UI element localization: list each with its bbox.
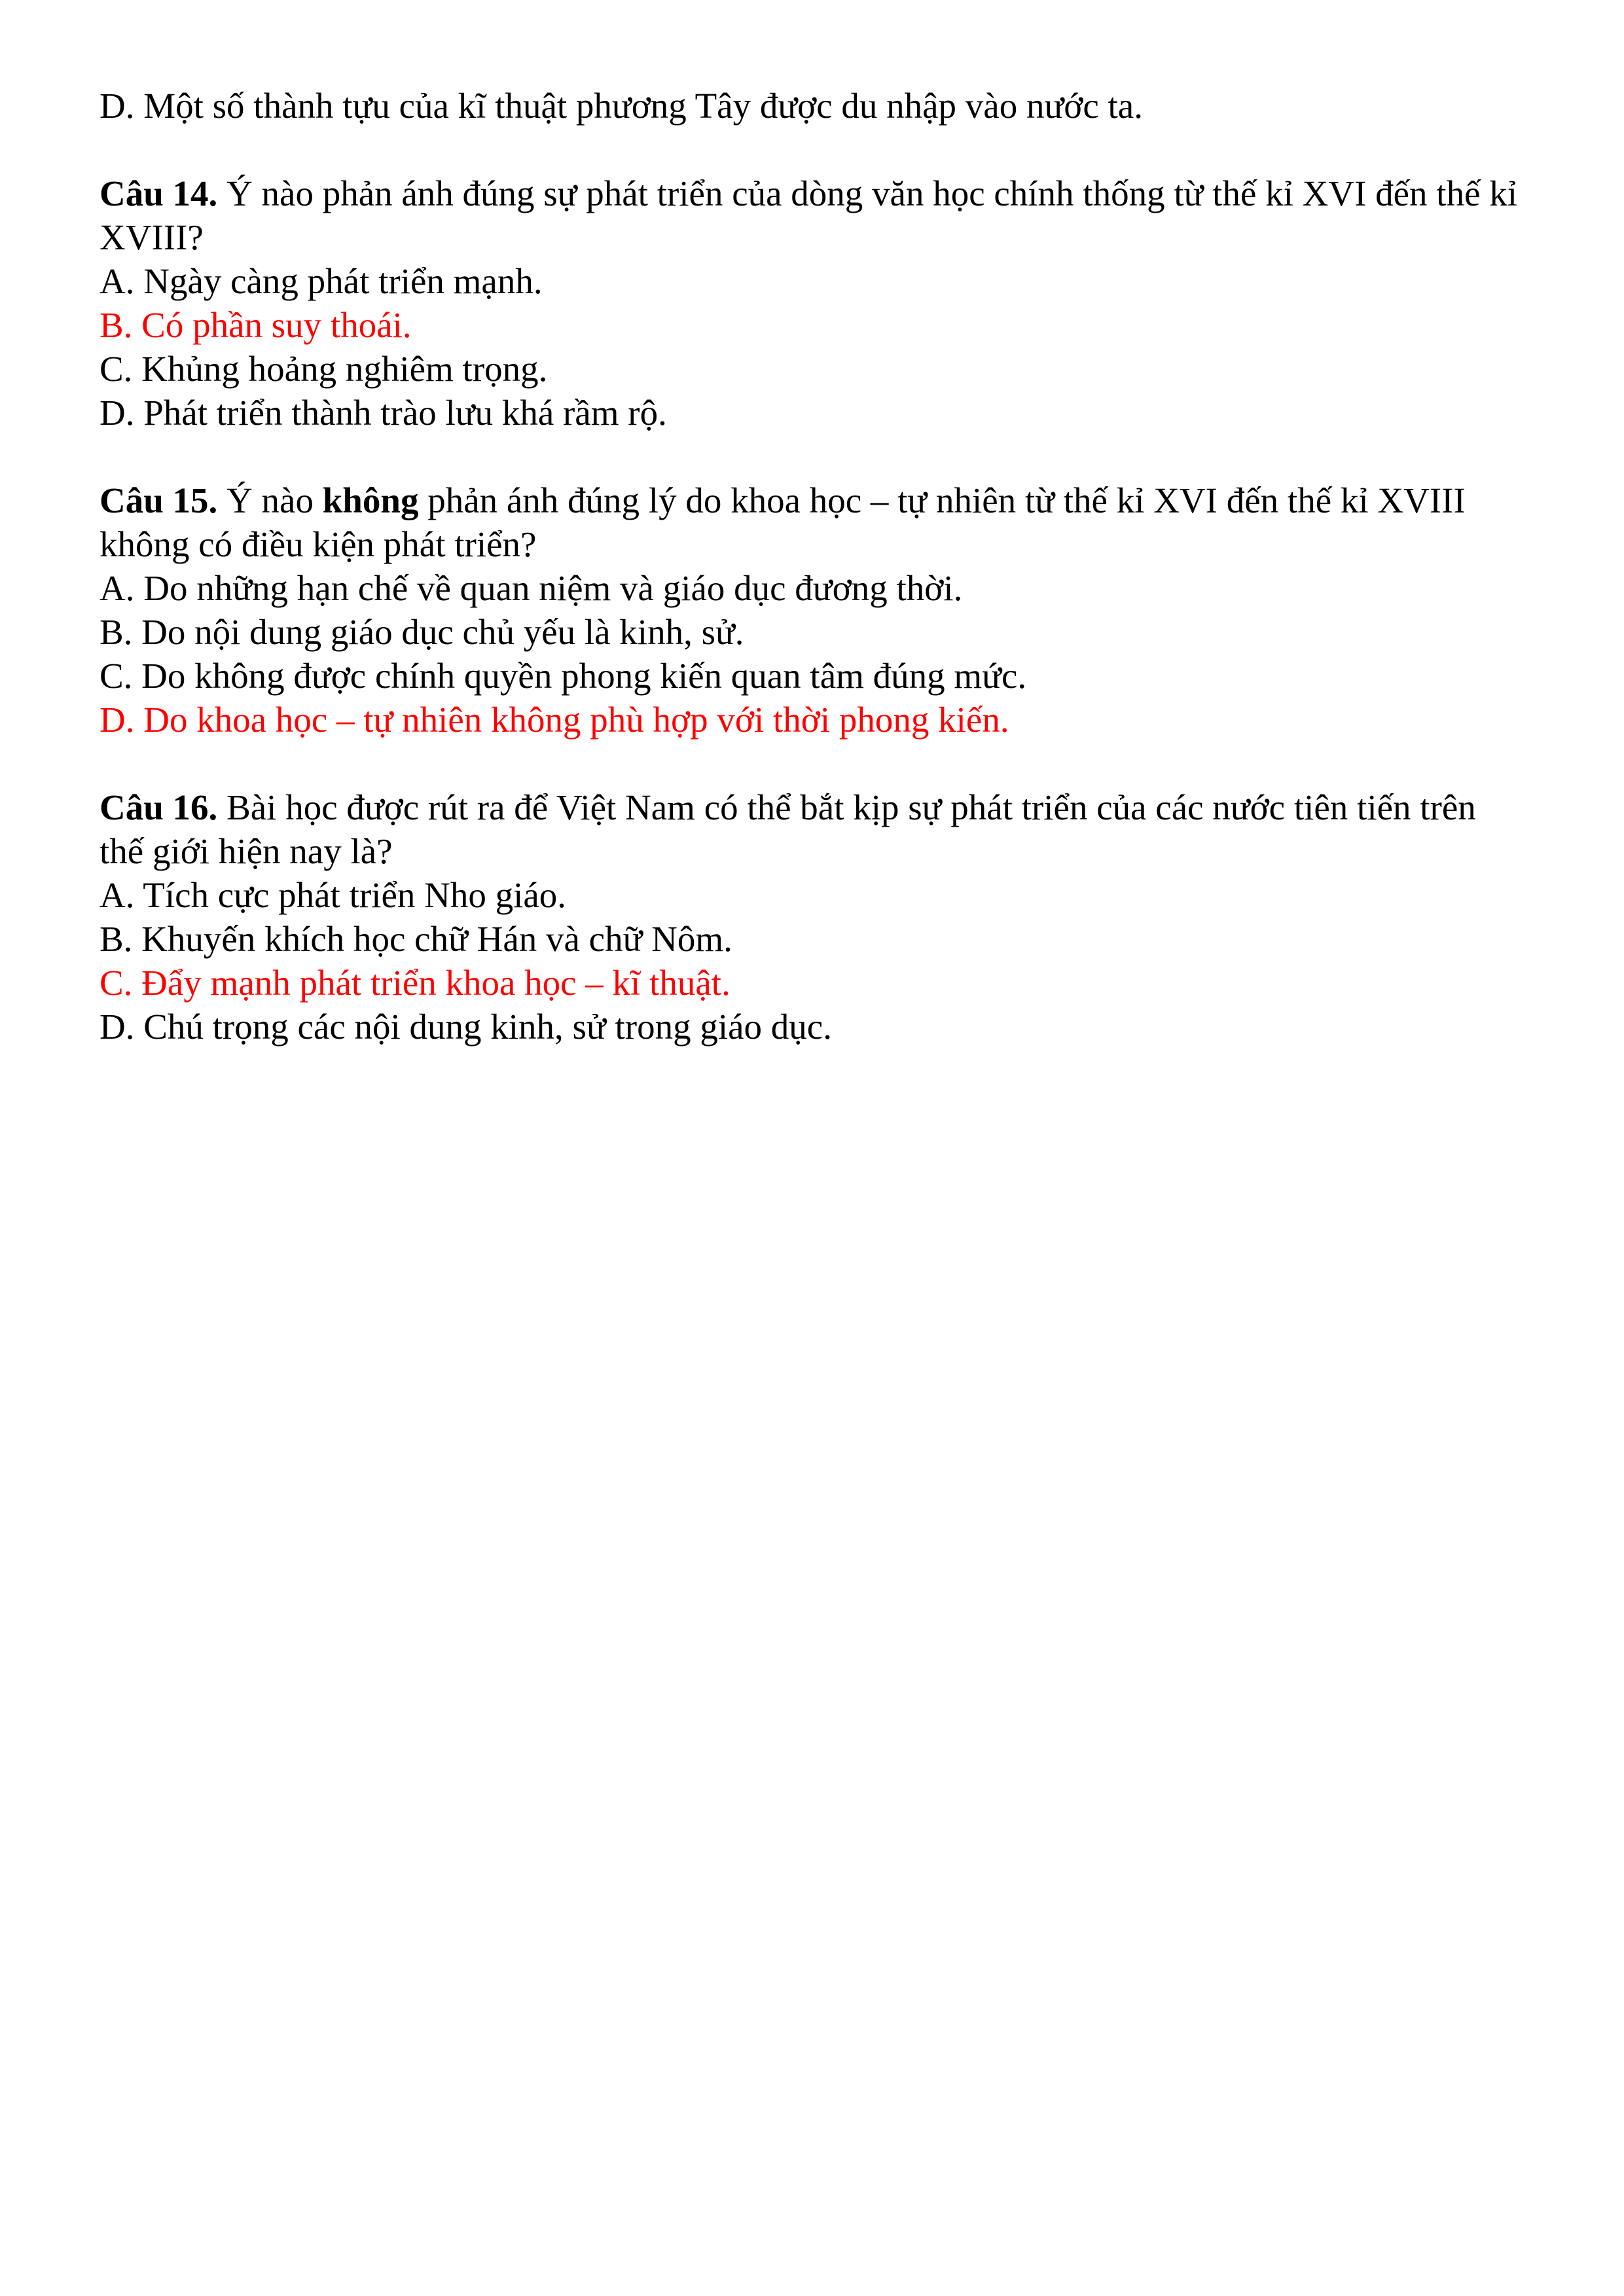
q15-stem-emphasis: không	[322, 480, 419, 520]
q15-stem-before: Ý nào	[217, 480, 323, 520]
q15-stem	[99, 478, 1526, 566]
q14-label: Câu 14.	[99, 173, 218, 213]
q14-option-d: D. Phát triển thành trào lưu khá rầm rộ.	[99, 393, 667, 433]
q14-option-b-correct: B. Có phần suy thoái.	[99, 305, 412, 345]
question-14	[99, 171, 1526, 435]
q13-option-d: D. Một số thành tựu của kĩ thuật phương Tây được du nhập vào nước ta.	[99, 86, 1143, 126]
q15-stem-after: phản ánh đúng lý do khoa học – tự nhiên từ thế kỉ XVI đến thế kỉ XVIII không có điều kiện phát triển?	[99, 480, 1466, 564]
q14-option-a: A. Ngày càng phát triển mạnh.	[99, 261, 543, 301]
q15-option-d-correct: D. Do khoa học – tự nhiên không phù hợp với thời phong kiến.	[99, 700, 1009, 740]
q15-option-a: A. Do những hạn chế về quan niệm và giáo dục đương thời.	[99, 568, 963, 608]
question-15	[99, 478, 1526, 742]
q16-option-c-correct: C. Đẩy mạnh phát triển khoa học – kĩ thuật.	[99, 963, 731, 1003]
q16-stem	[99, 785, 1526, 873]
q14-option-c: C. Khủng hoảng nghiêm trọng.	[99, 349, 548, 389]
question-16	[99, 785, 1526, 1049]
q15-label: Câu 15.	[99, 480, 218, 520]
q16-option-a: A. Tích cực phát triển Nho giáo.	[99, 875, 567, 915]
q14-stem	[99, 171, 1526, 259]
q14-stem-text: Ý nào phản ánh đúng sự phát triển của dòng văn học chính thống từ thế kỉ XVI đến thế kỉ XVIII?	[99, 173, 1518, 257]
q16-option-b: B. Khuyến khích học chữ Hán và chữ Nôm.	[99, 919, 732, 959]
q16-option-d: D. Chú trọng các nội dung kinh, sử trong giáo dục.	[99, 1007, 832, 1047]
q16-label: Câu 16.	[99, 787, 218, 827]
q15-option-c: C. Do không được chính quyền phong kiến quan tâm đúng mức.	[99, 656, 1027, 696]
q15-option-b: B. Do nội dung giáo dục chủ yếu là kinh, sử.	[99, 612, 744, 652]
document-page	[99, 84, 1526, 1049]
q16-stem-text: Bài học được rút ra để Việt Nam có thể bắt kịp sự phát triển của các nước tiên tiến trên thế giới hiện nay là?	[99, 787, 1476, 871]
